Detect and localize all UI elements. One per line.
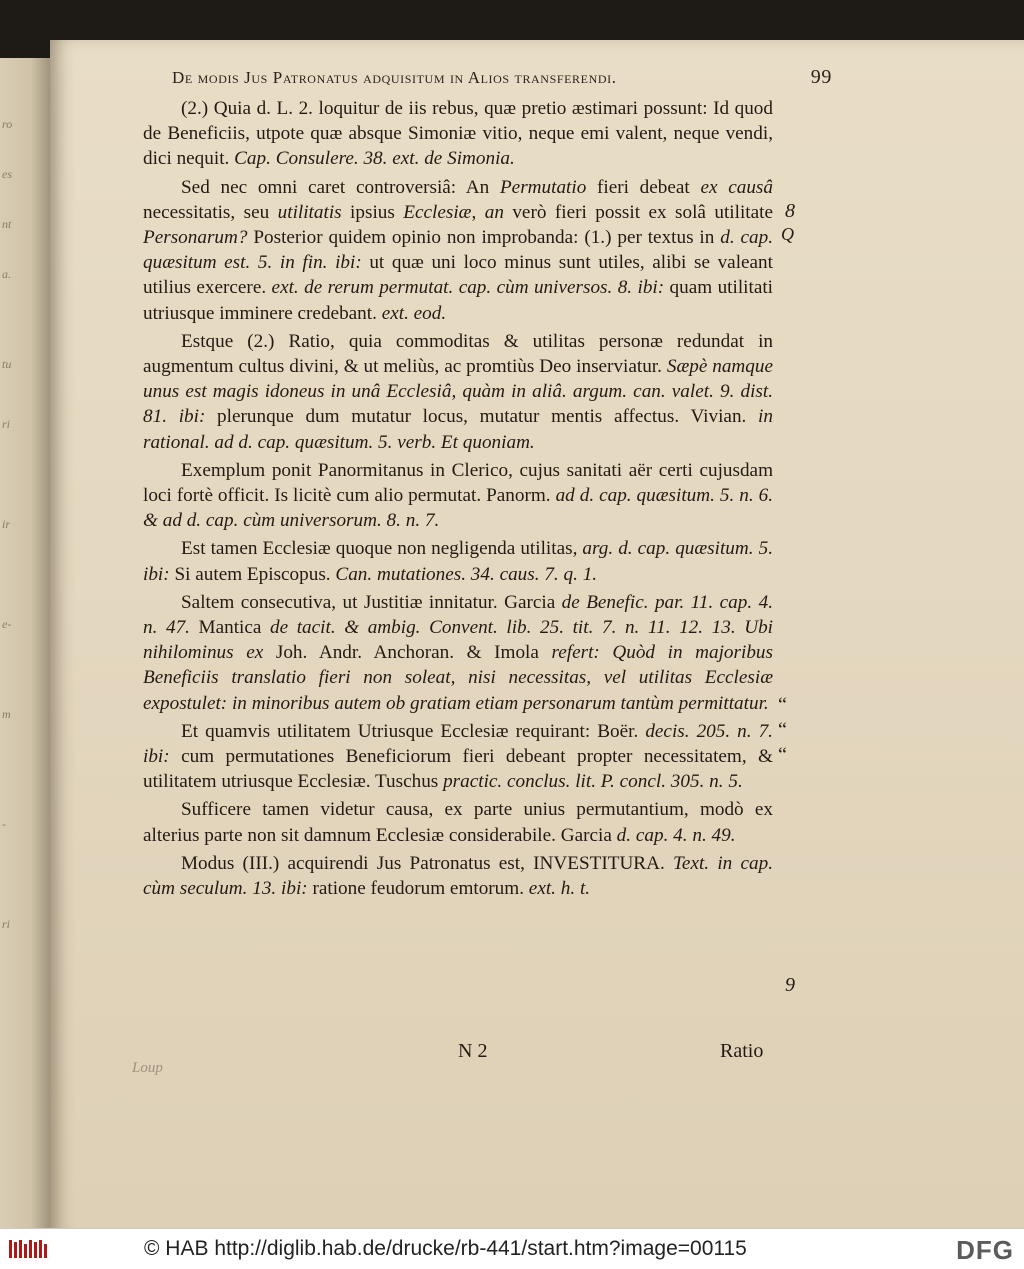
- catchword: Ratio: [720, 1040, 764, 1062]
- paragraph: [143, 797, 773, 847]
- italic-citation: ext. de rerum permutat. cap. cùm universos. 8. ibi:: [271, 277, 665, 299]
- running-header: [172, 68, 832, 88]
- italic-citation: ext. eod.: [381, 302, 447, 324]
- italic-citation: ex causâ: [700, 176, 773, 198]
- quote-mark: “: [778, 744, 787, 766]
- header-title: De modis Jus Patronatus adquisitum in Alios transferendi.: [172, 68, 617, 87]
- italic-citation: ext. h. t.: [528, 878, 591, 900]
- quote-mark: “: [778, 694, 787, 716]
- page-number: 99: [810, 66, 832, 88]
- paragraph: [143, 590, 773, 716]
- italic-citation: d. cap. quæsitum est. 5. in fin. ibi:: [143, 227, 773, 274]
- italic-citation: Ecclesiæ: [403, 201, 472, 223]
- book-page: [50, 40, 1024, 1228]
- italic-citation: Can. mutationes. 34. caus. 7. q. 1.: [335, 563, 598, 585]
- italic-citation: Cap. Consulere. 38. ext. de Simonia.: [234, 148, 515, 170]
- italic-citation: ad d. cap. quæsitum. 5. n. 6. & ad d. cap. cùm universorum. 8. n. 7.: [143, 485, 773, 532]
- paragraph: [143, 175, 773, 326]
- paragraph: [143, 719, 773, 795]
- paragraph: [143, 96, 773, 172]
- roman-text: plerunque dum mutatur locus, mutatur mentis affectus. Vivian.: [205, 406, 759, 428]
- roman-text: necessitatis, seu: [143, 201, 278, 223]
- roman-text: Mantica: [189, 617, 271, 639]
- italic-citation: Text. in cap. cùm seculum. 13. ibi:: [143, 852, 773, 900]
- roman-text: Si autem Episcopus.: [169, 563, 336, 585]
- paragraph: [143, 536, 773, 586]
- signature-mark: N 2: [458, 1040, 488, 1062]
- roman-text: Sufficere tamen videtur causa, ex parte unius permutantium, modò ex alterius parte non sit damnum Ecclesiæ considerabile. Garcia: [143, 799, 773, 846]
- margin-glyph: Q: [781, 224, 794, 244]
- dfg-logo: DFG: [956, 1235, 1014, 1265]
- paragraph: [143, 458, 773, 534]
- roman-text: cum permutationes Beneficiorum fieri debeant propter necessitatem, & utilitatem utriusque Ecclesiæ. Tuschus: [143, 746, 773, 793]
- italic-citation: Personarum?: [143, 227, 248, 249]
- roman-text: quam utilitati utriusque imminere credebant.: [143, 277, 773, 324]
- roman-text: fieri debeat: [586, 176, 701, 198]
- italic-citation: Permutatio: [499, 176, 587, 198]
- roman-text: Saltem consecutiva, ut Justitiæ innitatur. Garcia: [181, 591, 562, 613]
- roman-text: Exemplum ponit Panormitanus in Clerico, cujus sanitati aër certi cujusdam loci fortè officit. Is licitè cum alio permutat. Panorm.: [143, 459, 773, 507]
- italic-citation: utilitatis: [277, 201, 342, 223]
- margin-section-number: 9: [785, 974, 795, 996]
- roman-text: ut quæ uni loco minus sunt utiles, alibi se valeant utilius exercere.: [143, 252, 773, 299]
- roman-text: Sed nec omni caret controversiâ: An: [181, 176, 500, 198]
- roman-text: ,: [471, 201, 485, 223]
- hab-logo-icon: [8, 1238, 50, 1260]
- roman-text: Et quamvis utilitatem Utriusque Ecclesiæ requirant: Boër.: [181, 720, 646, 742]
- italic-citation: an: [484, 201, 504, 223]
- italic-citation: practic. conclus. lit. P. concl. 305. n. 5.: [443, 771, 743, 793]
- roman-text: (2.) Quia d. L. 2. loquitur de iis rebus, quæ pretio æstimari possunt: Id quod de Beneficiis, utpote quæ absque Simoniæ vitio, neque emi valent, neque vendi, dici nequit.: [143, 98, 773, 170]
- roman-text: ipsius: [341, 201, 404, 223]
- quote-mark: “: [778, 719, 787, 741]
- margin-section-number: 8: [785, 200, 795, 222]
- italic-citation: in rational. ad d. cap. quæsitum. 5. verb. Et quoniam.: [143, 406, 773, 453]
- roman-text: Modus (III.) acquirendi Jus Patronatus est, INVESTITURA.: [181, 852, 674, 874]
- adjacent-page-edge: ro es nt a. tu ri ir e- m - ri: [0, 58, 52, 1228]
- italic-citation: decis. 205. n. 7. ibi:: [143, 720, 773, 768]
- body-text: [143, 96, 773, 901]
- italic-citation: de Benefic. par. 11. cap. 4. n. 47.: [143, 591, 773, 639]
- roman-text: Est tamen Ecclesiæ quoque non negligenda utilitas,: [181, 538, 583, 560]
- copyright-link[interactable]: © HAB http://diglib.hab.de/drucke/rb-441/start.htm?image=00115: [144, 1237, 747, 1260]
- roman-text: verò fieri possit ex solâ utilitate: [503, 201, 773, 223]
- roman-text: ratione feudorum emtorum.: [307, 878, 529, 900]
- italic-citation: refert: Quòd in majoribus Beneficiis translatio fieri non soleat, nisi necessitas, vel utilitas Ecclesiæ expostulet: in minoribus autem ob gratiam etiam personarum tantùm permittatur.: [143, 642, 773, 714]
- roman-text: Joh. Andr. Anchoran. & Imola: [263, 642, 552, 664]
- italic-citation: arg. d. cap. quæsitum. 5. ibi:: [143, 538, 773, 585]
- roman-text: Estque (2.) Ratio, quia commoditas & utilitas personæ redundat in augmentum cultus divini, & ut meliùs, ac promtiùs Deo inserviatur.: [143, 330, 773, 378]
- paragraph: [143, 329, 773, 455]
- paragraph: [143, 851, 773, 901]
- viewer-footer: [0, 1228, 1024, 1269]
- italic-citation: d. cap. 4. n. 49.: [616, 824, 736, 846]
- roman-text: Posterior quidem opinio non improbanda: (1.) per textus in: [247, 227, 721, 249]
- faded-stamp: Loup: [132, 1060, 163, 1076]
- italic-citation: de tacit. & ambig. Convent. lib. 25. tit. 7. n. 11. 12. 13. Ubi nihilominus ex: [143, 617, 774, 664]
- italic-citation: Sæpè namque unus est magis idoneus in unâ Ecclesiâ, quàm in aliâ. argum. can. valet. 9. dist. 81. ibi:: [143, 356, 773, 428]
